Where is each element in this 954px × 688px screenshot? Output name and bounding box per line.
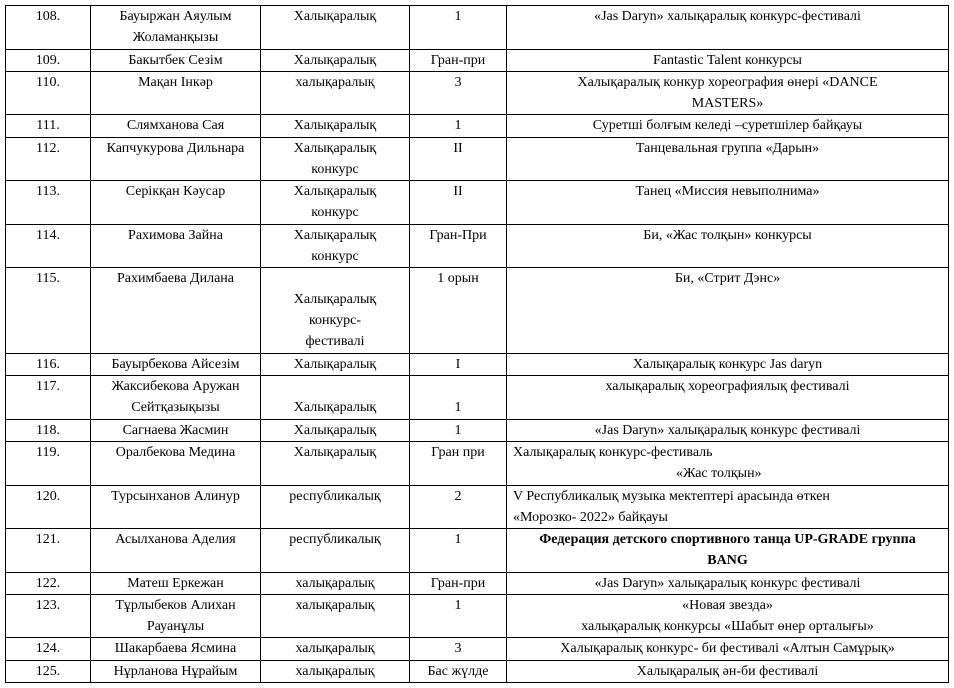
- table-row: [6, 181, 949, 225]
- participant-name-line: Шакарбаева Ясмина: [114, 641, 237, 657]
- row-number-text: 125.: [35, 663, 61, 679]
- participant-name-cell: [91, 71, 261, 115]
- table-row: [6, 268, 949, 354]
- participant-name-line: Турсынханов Алинур: [111, 488, 240, 504]
- prize-place-line: 1 орын: [437, 271, 479, 286]
- row-number-text: 116.: [36, 357, 60, 373]
- competition-level-line: халықаралық: [295, 575, 375, 591]
- row-number-cell: [6, 376, 91, 420]
- table-row: [6, 115, 949, 137]
- row-number-cell: [6, 181, 91, 225]
- prize-place-cell: [410, 419, 507, 441]
- event-title-cell: [507, 572, 949, 594]
- competition-level-line: Халықаралық: [293, 9, 377, 24]
- participant-name-cell: [91, 485, 261, 529]
- competition-level-line: халықаралық: [295, 663, 375, 679]
- table-row: [6, 529, 949, 573]
- prize-place-cell: [410, 6, 507, 50]
- participant-name-cell: [91, 115, 261, 137]
- participant-name-line: Сейтқазықызы: [131, 400, 220, 416]
- event-title-line: V Республикалық музыка мектептері арасында өткен: [513, 488, 830, 504]
- event-title-cell: [507, 354, 949, 376]
- event-title-line: халықаралық конкурсы «Шабыт өнер орталығы»: [581, 618, 874, 634]
- competition-level-cell: [261, 572, 410, 594]
- awards-table: [5, 5, 949, 683]
- competition-level-cell: [261, 224, 410, 268]
- participant-name-cell: [91, 354, 261, 376]
- event-title-line: «Jas Daryn» халықаралық конкурс-фестивалі: [594, 9, 861, 24]
- row-number-text: 108.: [35, 9, 61, 24]
- participant-name-cell: [91, 376, 261, 420]
- participant-name-cell: [91, 638, 261, 660]
- competition-level-cell: [261, 115, 410, 137]
- row-number-cell: [6, 572, 91, 594]
- prize-place-line: II: [453, 184, 463, 199]
- row-number-text: 111.: [36, 118, 60, 134]
- row-number-cell: [6, 224, 91, 268]
- row-number-text: 123.: [35, 597, 61, 613]
- participant-name-cell: [91, 572, 261, 594]
- awards-table-body: [6, 6, 949, 683]
- participant-name-cell: [91, 529, 261, 573]
- event-title-cell: [507, 376, 949, 420]
- table-row: [6, 376, 949, 420]
- competition-level-cell: [261, 638, 410, 660]
- row-number-text: 120.: [35, 488, 61, 504]
- competition-level-line: конкурс: [311, 161, 359, 177]
- participant-name-line: Серікқан Кәусар: [125, 184, 226, 199]
- competition-level-cell: [261, 376, 410, 420]
- row-number-text: 109.: [35, 52, 61, 68]
- competition-level-line: республикалық: [289, 532, 381, 548]
- event-title-cell: [507, 638, 949, 660]
- participant-name-line: Рахимова Зайна: [128, 227, 223, 243]
- event-title-line: BANG: [707, 553, 748, 569]
- table-row: [6, 419, 949, 441]
- table-row: [6, 638, 949, 660]
- row-number-text: 114.: [36, 227, 60, 243]
- participant-name-line: Оралбекова Медина: [115, 445, 236, 461]
- participant-name-line: Бакытбек Сезім: [128, 52, 223, 68]
- prize-place-line: 1: [454, 532, 462, 548]
- event-title-line: Федерация детского спортивного танца UP-GRADE группа: [539, 532, 916, 548]
- row-number-text: 112.: [36, 140, 60, 156]
- event-title-line: Халықаралық конкурс Jas daryn: [632, 357, 823, 373]
- competition-level-line: конкурс: [311, 205, 359, 220]
- participant-name-line: Капчукурова Дильнара: [106, 140, 245, 156]
- participant-name-line: Бауырбекова Айсезім: [111, 357, 240, 373]
- prize-place-cell: [410, 137, 507, 181]
- table-row: [6, 442, 949, 486]
- prize-place-line: Гран-при: [430, 575, 486, 591]
- row-number-text: 124.: [35, 641, 61, 657]
- table-row: [6, 6, 949, 50]
- participant-name-cell: [91, 268, 261, 354]
- event-title-line: Танец «Миссия невыполнима»: [635, 184, 820, 199]
- prize-place-line: Гран-при: [430, 52, 486, 68]
- row-number-cell: [6, 442, 91, 486]
- prize-place-cell: [410, 594, 507, 638]
- event-title-cell: [507, 442, 949, 486]
- event-title-line: Халықаралық конкурс- би фестивалі «Алтын Самұрық»: [560, 641, 895, 657]
- event-title-line: Суретші болғым келеді –суретшілер байқауы: [592, 118, 863, 134]
- competition-level-cell: [261, 660, 410, 682]
- prize-place-line: 1: [454, 422, 462, 438]
- event-title-line: «Жас толқын»: [676, 466, 762, 482]
- competition-level-cell: [261, 354, 410, 376]
- event-title-cell: [507, 419, 949, 441]
- participant-name-cell: [91, 49, 261, 71]
- event-title-line: «Новая звезда»: [682, 597, 773, 613]
- prize-place-line: 1: [454, 400, 462, 416]
- event-title-cell: [507, 268, 949, 354]
- competition-level-line: Халықаралық: [293, 227, 377, 243]
- row-number-cell: [6, 485, 91, 529]
- row-number-cell: [6, 354, 91, 376]
- participant-name-cell: [91, 419, 261, 441]
- competition-level-line: [265, 268, 405, 289]
- event-title-cell: [507, 594, 949, 638]
- participant-name-line: Рахимбаева Дилана: [117, 271, 234, 286]
- competition-level-line: Халықаралық: [293, 184, 377, 199]
- competition-level-line: Халықаралық: [293, 422, 377, 438]
- participant-name-line: Бауыржан Аяулым: [119, 9, 232, 24]
- participant-name-line: Рауанұлы: [146, 618, 205, 634]
- prize-place-cell: [410, 49, 507, 71]
- prize-place-cell: [410, 660, 507, 682]
- prize-place-line: 1: [454, 9, 462, 24]
- event-title-cell: [507, 49, 949, 71]
- row-number-text: 121.: [35, 532, 61, 548]
- row-number-cell: [6, 115, 91, 137]
- event-title-line: «Морозко- 2022» байқауы: [513, 509, 668, 525]
- table-row: [6, 137, 949, 181]
- competition-level-line: Халықаралық: [293, 118, 377, 134]
- row-number-cell: [6, 268, 91, 354]
- row-number-text: 117.: [36, 379, 60, 395]
- competition-level-line: Халықаралық: [293, 357, 377, 373]
- participant-name-cell: [91, 442, 261, 486]
- row-number-text: 122.: [35, 575, 61, 591]
- table-row: [6, 660, 949, 682]
- table-row: [6, 485, 949, 529]
- event-title-line: Би, «Жас толқын» конкурсы: [643, 227, 812, 243]
- event-title-line: «Jas Daryn» халықаралық конкурс фестивалі: [594, 422, 861, 438]
- competition-level-cell: [261, 485, 410, 529]
- row-number-text: 118.: [36, 422, 60, 438]
- event-title-line: Fantastic Talent конкурсы: [653, 52, 802, 68]
- prize-place-cell: [410, 376, 507, 420]
- competition-level-line: халықаралық: [295, 641, 375, 657]
- row-number-cell: [6, 71, 91, 115]
- participant-name-cell: [91, 224, 261, 268]
- row-number-cell: [6, 49, 91, 71]
- participant-name-line: Мақан Інкәр: [138, 74, 213, 90]
- competition-level-line: халықаралық: [295, 597, 375, 613]
- competition-level-line: Халықаралық: [293, 445, 377, 461]
- table-row: [6, 224, 949, 268]
- prize-place-line: 3: [454, 641, 462, 657]
- competition-level-cell: [261, 6, 410, 50]
- event-title-line: Халықаралық конкур хореография өнері «DANCE: [577, 74, 878, 90]
- participant-name-line: Сагнаева Жасмин: [122, 422, 229, 438]
- row-number-cell: [6, 594, 91, 638]
- event-title-line: Халықаралық ән-би фестивалі: [636, 663, 819, 679]
- event-title-line: MASTERS»: [691, 95, 764, 111]
- row-number-text: 119.: [36, 445, 60, 461]
- prize-place-cell: [410, 485, 507, 529]
- event-title-cell: [507, 529, 949, 573]
- row-number-text: 113.: [36, 184, 60, 199]
- row-number-cell: [6, 6, 91, 50]
- competition-level-cell: [261, 268, 410, 354]
- competition-level-line: конкурс: [311, 248, 359, 264]
- competition-level-cell: [261, 137, 410, 181]
- prize-place-line: 2: [454, 488, 462, 504]
- competition-level-cell: [261, 181, 410, 225]
- competition-level-cell: [261, 49, 410, 71]
- prize-place-cell: [410, 354, 507, 376]
- prize-place-line: I: [455, 357, 461, 373]
- row-number-cell: [6, 660, 91, 682]
- table-row: [6, 572, 949, 594]
- participant-name-cell: [91, 594, 261, 638]
- prize-place-line: Гран-При: [429, 227, 487, 243]
- prize-place-line: 1: [454, 118, 462, 134]
- prize-place-cell: [410, 71, 507, 115]
- event-title-cell: [507, 181, 949, 225]
- participant-name-line: Жаксибекова Аружан: [111, 379, 240, 395]
- event-title-cell: [507, 6, 949, 50]
- event-title-line: Халықаралық конкурс-фестиваль: [513, 445, 713, 461]
- event-title-cell: [507, 71, 949, 115]
- table-row: [6, 594, 949, 638]
- table-row: [6, 354, 949, 376]
- prize-place-cell: [410, 572, 507, 594]
- participant-name-cell: [91, 660, 261, 682]
- row-number-cell: [6, 529, 91, 573]
- competition-level-line: Халықаралық: [293, 292, 377, 307]
- prize-place-line: [412, 376, 504, 397]
- prize-place-cell: [410, 115, 507, 137]
- competition-level-line: республикалық: [289, 488, 381, 504]
- participant-name-line: Жоламанқызы: [132, 30, 219, 45]
- event-title-cell: [507, 485, 949, 529]
- competition-level-line: [265, 376, 405, 397]
- prize-place-cell: [410, 224, 507, 268]
- participant-name-line: Тұрлыбеков Алихан: [115, 597, 236, 613]
- competition-level-line: конкурс-: [308, 313, 362, 328]
- prize-place-line: 1: [454, 597, 462, 613]
- participant-name-line: Матеш Еркежан: [127, 575, 224, 591]
- participant-name-line: Асылханова Аделия: [115, 532, 236, 548]
- competition-level-cell: [261, 594, 410, 638]
- prize-place-cell: [410, 529, 507, 573]
- prize-place-cell: [410, 638, 507, 660]
- event-title-cell: [507, 660, 949, 682]
- row-number-text: 110.: [36, 74, 60, 90]
- event-title-line: халықаралық хореографиялық фестивалі: [605, 379, 850, 395]
- row-number-cell: [6, 419, 91, 441]
- competition-level-line: Халықаралық: [293, 52, 377, 68]
- competition-level-line: Халықаралық: [293, 400, 377, 416]
- event-title-cell: [507, 137, 949, 181]
- participant-name-cell: [91, 6, 261, 50]
- competition-level-line: халықаралық: [295, 74, 375, 90]
- participant-name-cell: [91, 181, 261, 225]
- event-title-line: «Jas Daryn» халықаралық конкурс фестивалі: [594, 575, 861, 591]
- participant-name-line: Нұрланова Нұрайым: [113, 663, 238, 679]
- prize-place-cell: [410, 442, 507, 486]
- row-number-text: 115.: [36, 271, 60, 286]
- event-title-cell: [507, 224, 949, 268]
- prize-place-cell: [410, 181, 507, 225]
- prize-place-cell: [410, 268, 507, 354]
- prize-place-line: II: [453, 140, 463, 156]
- competition-level-cell: [261, 419, 410, 441]
- event-title-line: Танцевальная группа «Дарын»: [635, 140, 820, 156]
- table-row: [6, 49, 949, 71]
- competition-level-line: фестивалі: [305, 334, 365, 349]
- competition-level-cell: [261, 71, 410, 115]
- competition-level-line: Халықаралық: [293, 140, 377, 156]
- prize-place-line: Гран при: [431, 445, 485, 461]
- prize-place-line: Бас жүлде: [427, 663, 489, 679]
- row-number-cell: [6, 638, 91, 660]
- row-number-cell: [6, 137, 91, 181]
- participant-name-line: Слямханова Сая: [126, 118, 225, 134]
- prize-place-line: 3: [454, 74, 462, 90]
- competition-level-cell: [261, 529, 410, 573]
- participant-name-cell: [91, 137, 261, 181]
- event-title-cell: [507, 115, 949, 137]
- competition-level-cell: [261, 442, 410, 486]
- table-row: [6, 71, 949, 115]
- event-title-line: Би, «Стрит Дэнс»: [674, 271, 781, 286]
